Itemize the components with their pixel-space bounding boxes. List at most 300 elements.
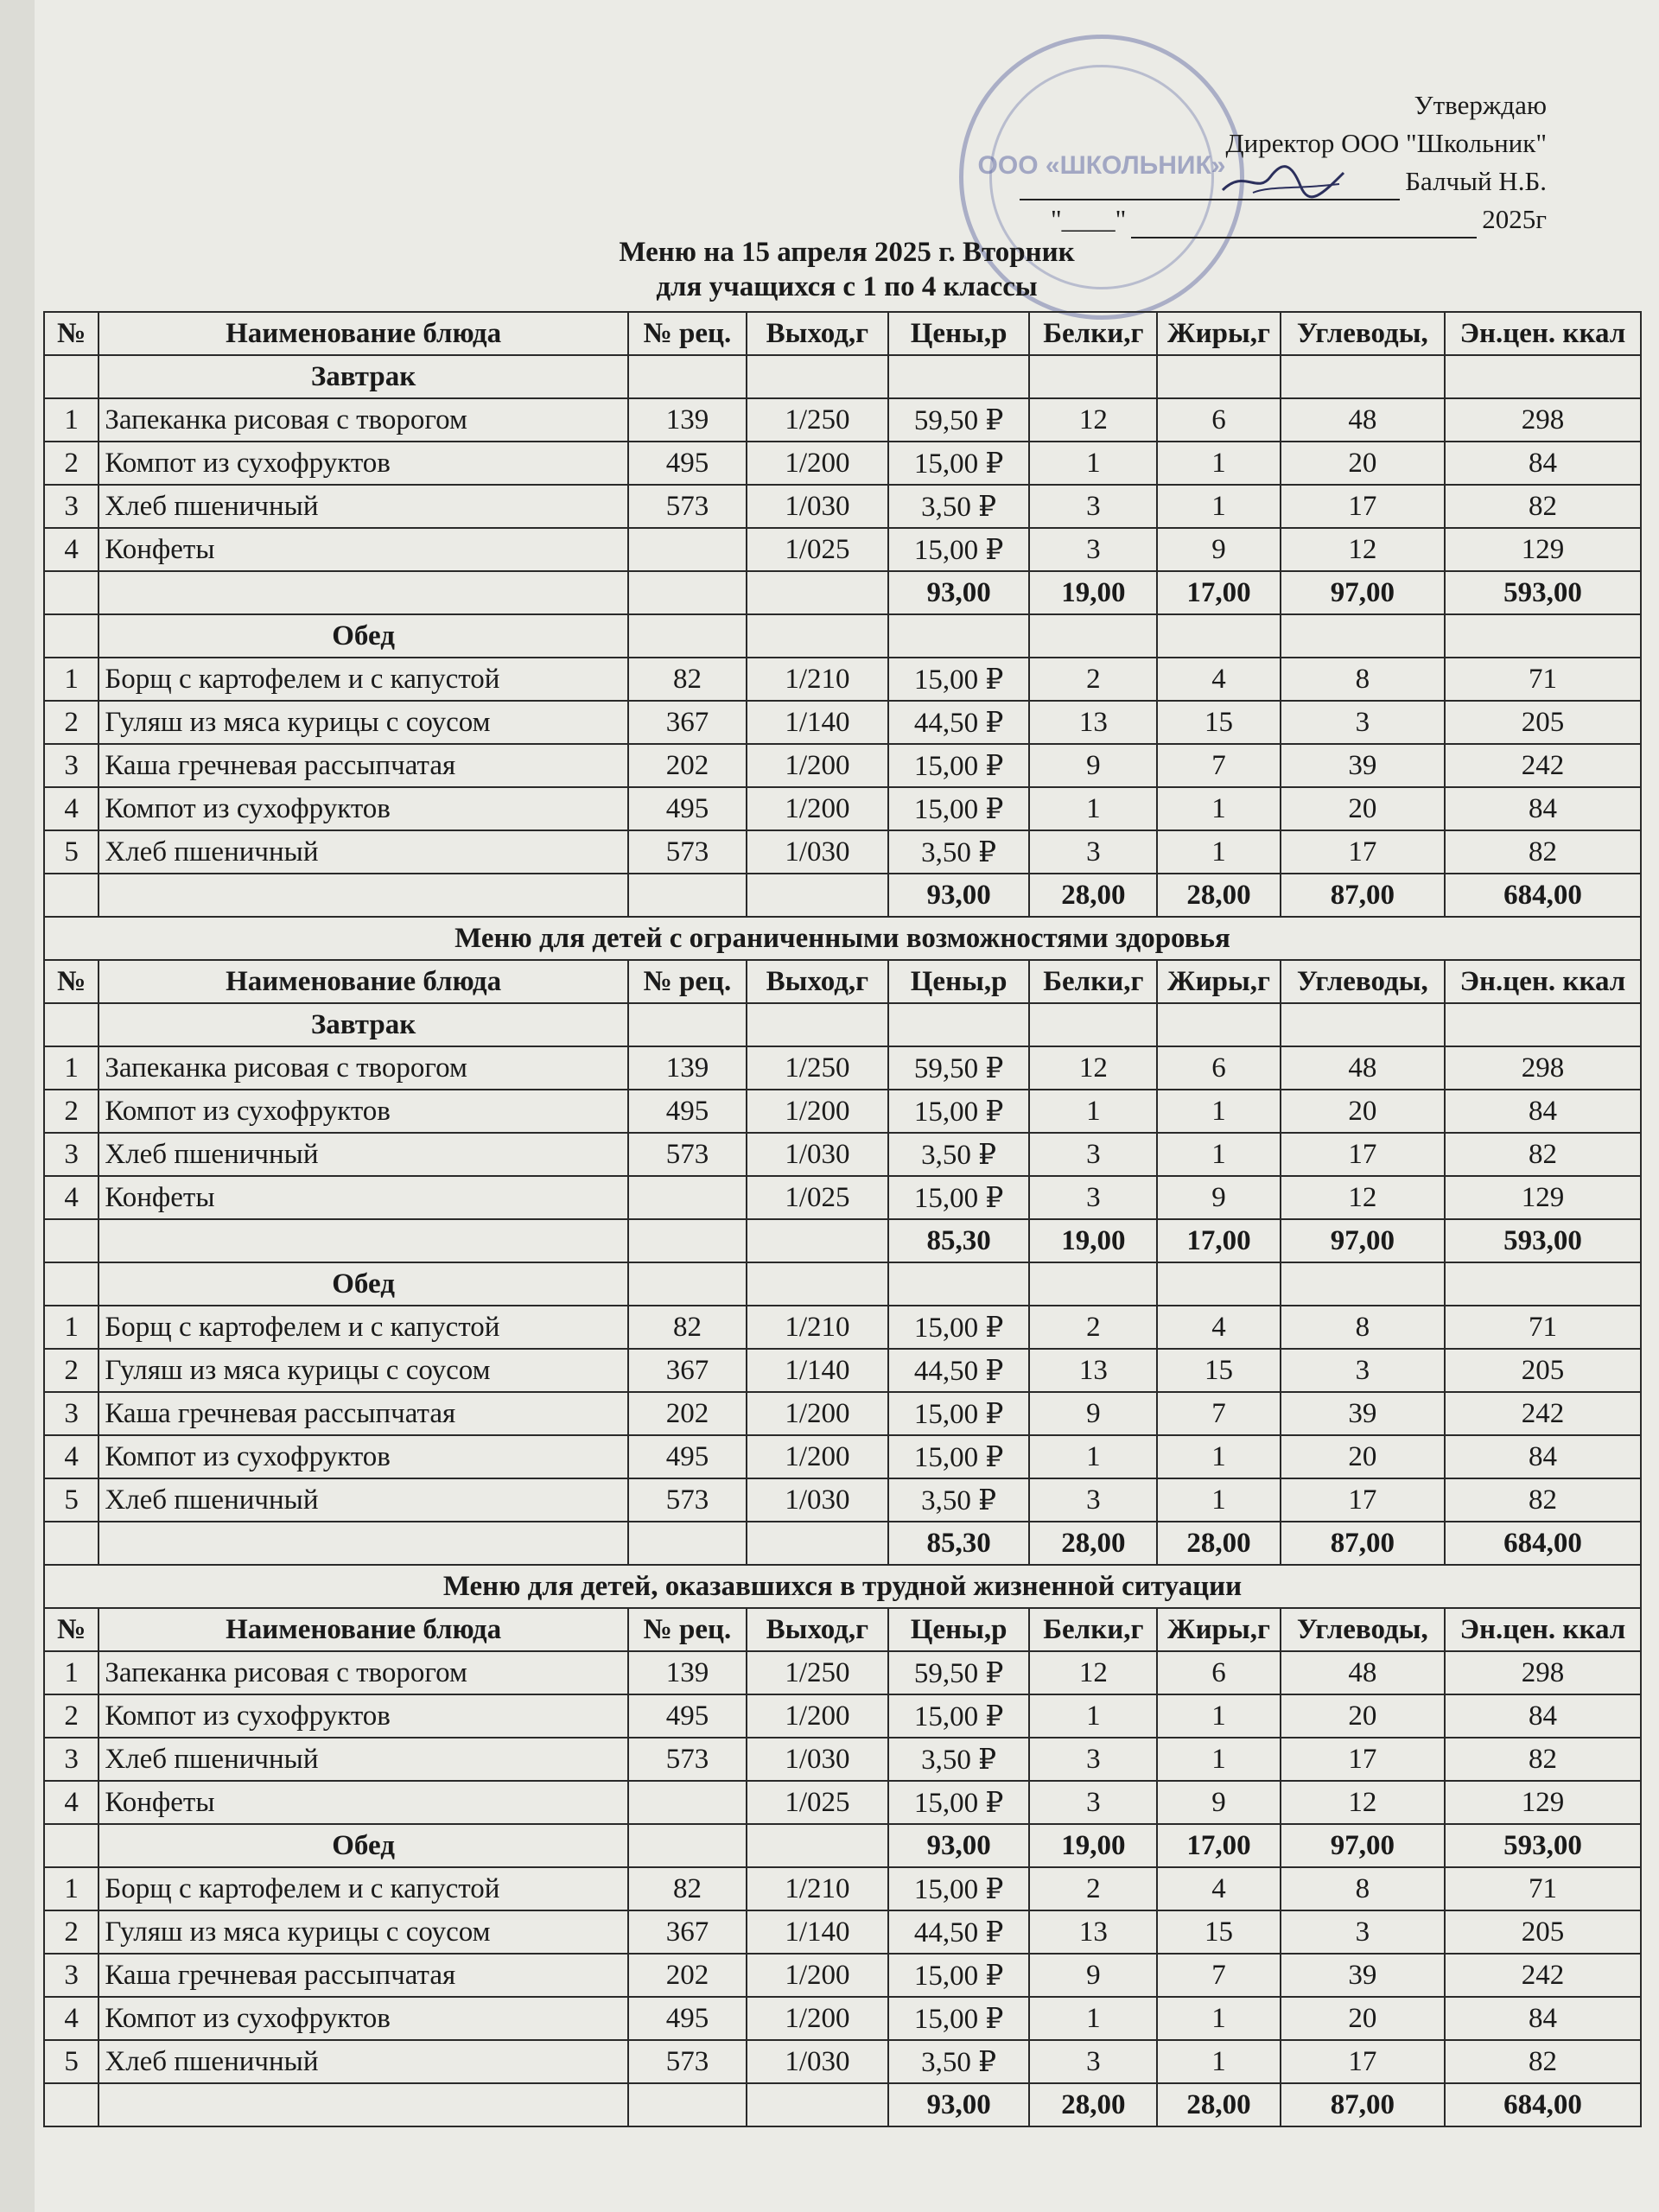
protein: 3: [1029, 528, 1157, 571]
empty-cell: [99, 2083, 627, 2126]
recipe-number: [628, 1781, 747, 1824]
energy: 71: [1445, 658, 1641, 701]
protein: 2: [1029, 1306, 1157, 1349]
dish-name: Гуляш из мяса курицы с соусом: [99, 701, 627, 744]
empty-cell: [44, 1219, 99, 1262]
price: 15,00 ₽: [888, 1435, 1030, 1478]
empty-cell: [1445, 614, 1641, 658]
empty-cell: [747, 571, 888, 614]
protein: 3: [1029, 485, 1157, 528]
portion: 1/210: [747, 1306, 888, 1349]
total-row: [44, 571, 1641, 614]
header-portion: Выход,г: [747, 1608, 888, 1651]
table-row: [44, 658, 1641, 701]
price: 15,00 ₽: [888, 1867, 1030, 1910]
table-row: [44, 1781, 1641, 1824]
protein: 9: [1029, 744, 1157, 787]
header-price: Цены,р: [888, 312, 1030, 355]
energy: 84: [1445, 1997, 1641, 2040]
table-row: [44, 1954, 1641, 1997]
portion: 1/200: [747, 1694, 888, 1738]
meal-label: Завтрак: [99, 355, 627, 398]
price: 3,50 ₽: [888, 1738, 1030, 1781]
total-protein: 19,00: [1029, 1824, 1157, 1867]
header-row-number: №: [44, 960, 99, 1003]
fat: 1: [1157, 442, 1281, 485]
price: 15,00 ₽: [888, 744, 1030, 787]
dish-name: Каша гречневая рассыпчатая: [99, 744, 627, 787]
carbs: 17: [1281, 1478, 1445, 1522]
total-carbs: 87,00: [1281, 2083, 1445, 2126]
table-row: [44, 787, 1641, 830]
table-row: [44, 1651, 1641, 1694]
price: 15,00 ₽: [888, 528, 1030, 571]
total-row: [44, 1219, 1641, 1262]
portion: 1/030: [747, 1478, 888, 1522]
portion: 1/200: [747, 1997, 888, 2040]
energy: 82: [1445, 2040, 1641, 2083]
empty-cell: [888, 1262, 1030, 1306]
recipe-number: 495: [628, 1090, 747, 1133]
header-carbs: Углеводы,: [1281, 960, 1445, 1003]
protein: 9: [1029, 1392, 1157, 1435]
price: 3,50 ₽: [888, 830, 1030, 874]
row-number: 4: [44, 1435, 99, 1478]
price: 59,50 ₽: [888, 398, 1030, 442]
header-fat: Жиры,г: [1157, 312, 1281, 355]
header-recipe-number: № рец.: [628, 1608, 747, 1651]
header-protein: Белки,г: [1029, 312, 1157, 355]
meal-label-row: [44, 614, 1641, 658]
portion: 1/210: [747, 1867, 888, 1910]
carbs: 12: [1281, 1176, 1445, 1219]
table-row: [44, 1392, 1641, 1435]
protein: 3: [1029, 1176, 1157, 1219]
row-number: 4: [44, 787, 99, 830]
date-blank: [1131, 200, 1477, 238]
empty-cell: [1029, 1003, 1157, 1046]
approval-director: Директор ООО "Школьник": [1225, 128, 1547, 158]
energy: 242: [1445, 1392, 1641, 1435]
energy: 71: [1445, 1306, 1641, 1349]
total-protein: 19,00: [1029, 571, 1157, 614]
section-banner: Меню для детей с ограниченными возможностями здоровья: [44, 917, 1641, 960]
empty-cell: [628, 1262, 747, 1306]
dish-name: Компот из сухофруктов: [99, 1435, 627, 1478]
empty-cell: [628, 1824, 747, 1867]
dish-name: Хлеб пшеничный: [99, 1738, 627, 1781]
price: 15,00 ₽: [888, 1694, 1030, 1738]
total-carbs: 97,00: [1281, 1219, 1445, 1262]
empty-cell: [747, 355, 888, 398]
carbs: 20: [1281, 1997, 1445, 2040]
recipe-number: 573: [628, 1133, 747, 1176]
approval-block: [925, 86, 1547, 238]
energy: 205: [1445, 1910, 1641, 1954]
portion: 1/200: [747, 744, 888, 787]
fat: 9: [1157, 1176, 1281, 1219]
fat: 1: [1157, 1997, 1281, 2040]
approval-date-quote: "____": [1050, 204, 1127, 234]
portion: 1/030: [747, 1133, 888, 1176]
carbs: 39: [1281, 1954, 1445, 1997]
table-header-row: [44, 312, 1641, 355]
empty-cell: [99, 874, 627, 917]
table-row: [44, 1910, 1641, 1954]
total-fat: 28,00: [1157, 874, 1281, 917]
total-carbs: 87,00: [1281, 874, 1445, 917]
recipe-number: 367: [628, 1910, 747, 1954]
total-carbs: 87,00: [1281, 1522, 1445, 1565]
row-number: 1: [44, 1306, 99, 1349]
protein: 1: [1029, 787, 1157, 830]
empty-cell: [747, 614, 888, 658]
empty-cell: [747, 874, 888, 917]
dish-name: Компот из сухофруктов: [99, 1090, 627, 1133]
recipe-number: 202: [628, 744, 747, 787]
fat: 7: [1157, 1392, 1281, 1435]
empty-cell: [1157, 614, 1281, 658]
price: 44,50 ₽: [888, 1910, 1030, 1954]
recipe-number: 495: [628, 787, 747, 830]
total-price: 93,00: [888, 2083, 1030, 2126]
carbs: 39: [1281, 744, 1445, 787]
total-protein: 28,00: [1029, 1522, 1157, 1565]
menu-table-body: [44, 312, 1641, 2126]
dish-name: Компот из сухофруктов: [99, 442, 627, 485]
dish-name: Борщ с картофелем и с капустой: [99, 1306, 627, 1349]
fat: 1: [1157, 1738, 1281, 1781]
carbs: 3: [1281, 1349, 1445, 1392]
protein: 3: [1029, 1478, 1157, 1522]
portion: 1/200: [747, 1954, 888, 1997]
carbs: 48: [1281, 1651, 1445, 1694]
portion: 1/140: [747, 701, 888, 744]
table-header-row: [44, 1608, 1641, 1651]
header-fat: Жиры,г: [1157, 1608, 1281, 1651]
meal-label-spacer: [44, 1262, 99, 1306]
recipe-number: 139: [628, 1046, 747, 1090]
empty-cell: [99, 1219, 627, 1262]
price: 3,50 ₽: [888, 1133, 1030, 1176]
row-number: 4: [44, 1781, 99, 1824]
table-row: [44, 1435, 1641, 1478]
total-energy: 684,00: [1445, 2083, 1641, 2126]
table-row: [44, 701, 1641, 744]
price: 44,50 ₽: [888, 1349, 1030, 1392]
dish-name: Запеканка рисовая с творогом: [99, 1651, 627, 1694]
empty-cell: [628, 1003, 747, 1046]
carbs: 48: [1281, 1046, 1445, 1090]
total-carbs: 97,00: [1281, 1824, 1445, 1867]
row-number: 2: [44, 1090, 99, 1133]
empty-cell: [888, 355, 1030, 398]
empty-cell: [628, 1522, 747, 1565]
total-price: 85,30: [888, 1219, 1030, 1262]
fat: 1: [1157, 1478, 1281, 1522]
total-protein: 28,00: [1029, 2083, 1157, 2126]
fat: 1: [1157, 2040, 1281, 2083]
meal-label-spacer: [44, 355, 99, 398]
carbs: 3: [1281, 701, 1445, 744]
empty-cell: [628, 1219, 747, 1262]
protein: 2: [1029, 1867, 1157, 1910]
table-row: [44, 1867, 1641, 1910]
portion: 1/200: [747, 787, 888, 830]
energy: 205: [1445, 701, 1641, 744]
row-number: 1: [44, 1046, 99, 1090]
fat: 7: [1157, 744, 1281, 787]
total-price: 93,00: [888, 571, 1030, 614]
total-energy: 684,00: [1445, 1522, 1641, 1565]
protein: 3: [1029, 2040, 1157, 2083]
dish-name: Хлеб пшеничный: [99, 485, 627, 528]
recipe-number: 139: [628, 1651, 747, 1694]
meal-label: Обед: [99, 614, 627, 658]
recipe-number: 573: [628, 1478, 747, 1522]
empty-cell: [44, 874, 99, 917]
fat: 1: [1157, 1435, 1281, 1478]
energy: 298: [1445, 1046, 1641, 1090]
price: 3,50 ₽: [888, 1478, 1030, 1522]
header-energy: Эн.цен. ккал: [1445, 1608, 1641, 1651]
row-number: 2: [44, 701, 99, 744]
menu-title-line1: Меню на 15 апреля 2025 г. Вторник: [619, 237, 1075, 268]
approval-signer: Балчый Н.Б.: [1405, 166, 1547, 196]
total-carbs: 97,00: [1281, 571, 1445, 614]
price: 44,50 ₽: [888, 701, 1030, 744]
portion: 1/200: [747, 442, 888, 485]
fat: 6: [1157, 398, 1281, 442]
portion: 1/140: [747, 1910, 888, 1954]
protein: 1: [1029, 1090, 1157, 1133]
row-number: 3: [44, 1392, 99, 1435]
fat: 4: [1157, 658, 1281, 701]
header-protein: Белки,г: [1029, 960, 1157, 1003]
energy: 82: [1445, 1133, 1641, 1176]
row-number: 2: [44, 442, 99, 485]
fat: 4: [1157, 1867, 1281, 1910]
empty-cell: [1445, 355, 1641, 398]
empty-cell: [1281, 1262, 1445, 1306]
total-price: 93,00: [888, 1824, 1030, 1867]
energy: 71: [1445, 1867, 1641, 1910]
total-fat: 28,00: [1157, 1522, 1281, 1565]
protein: 9: [1029, 1954, 1157, 1997]
header-dish-name: Наименование блюда: [99, 1608, 627, 1651]
row-number: 3: [44, 744, 99, 787]
table-row: [44, 830, 1641, 874]
row-number: 3: [44, 1954, 99, 1997]
fat: 1: [1157, 485, 1281, 528]
dish-name: Гуляш из мяса курицы с соусом: [99, 1910, 627, 1954]
recipe-number: [628, 1176, 747, 1219]
table-row: [44, 1176, 1641, 1219]
recipe-number: 82: [628, 658, 747, 701]
header-energy: Эн.цен. ккал: [1445, 312, 1641, 355]
empty-cell: [1029, 614, 1157, 658]
total-fat: 17,00: [1157, 1219, 1281, 1262]
row-number: 1: [44, 1867, 99, 1910]
empty-cell: [1445, 1262, 1641, 1306]
menu-title: [35, 235, 1659, 304]
meal-label-row: [44, 1003, 1641, 1046]
row-number: 5: [44, 2040, 99, 2083]
energy: 129: [1445, 528, 1641, 571]
header-dish-name: Наименование блюда: [99, 312, 627, 355]
energy: 129: [1445, 1176, 1641, 1219]
portion: 1/025: [747, 528, 888, 571]
total-energy: 684,00: [1445, 874, 1641, 917]
dish-name: Компот из сухофруктов: [99, 787, 627, 830]
row-number: 2: [44, 1349, 99, 1392]
fat: 1: [1157, 830, 1281, 874]
fat: 1: [1157, 1694, 1281, 1738]
price: 59,50 ₽: [888, 1046, 1030, 1090]
dish-name: Хлеб пшеничный: [99, 1478, 627, 1522]
meal-label-row: [44, 1824, 1641, 1867]
empty-cell: [747, 1522, 888, 1565]
total-row: [44, 1522, 1641, 1565]
price: 15,00 ₽: [888, 658, 1030, 701]
empty-cell: [99, 571, 627, 614]
protein: 1: [1029, 1694, 1157, 1738]
carbs: 17: [1281, 485, 1445, 528]
dish-name: Конфеты: [99, 1781, 627, 1824]
price: 15,00 ₽: [888, 1306, 1030, 1349]
protein: 13: [1029, 1910, 1157, 1954]
total-energy: 593,00: [1445, 1219, 1641, 1262]
recipe-number: 495: [628, 1694, 747, 1738]
empty-cell: [888, 614, 1030, 658]
menu-table: [43, 311, 1642, 2127]
carbs: 48: [1281, 398, 1445, 442]
total-fat: 17,00: [1157, 1824, 1281, 1867]
empty-cell: [747, 1219, 888, 1262]
energy: 84: [1445, 442, 1641, 485]
meal-label: Обед: [99, 1262, 627, 1306]
portion: 1/030: [747, 2040, 888, 2083]
meal-label-row: [44, 355, 1641, 398]
price: 15,00 ₽: [888, 1176, 1030, 1219]
total-protein: 19,00: [1029, 1219, 1157, 1262]
protein: 3: [1029, 830, 1157, 874]
price: 15,00 ₽: [888, 1392, 1030, 1435]
protein: 3: [1029, 1781, 1157, 1824]
row-number: 3: [44, 485, 99, 528]
protein: 13: [1029, 1349, 1157, 1392]
empty-cell: [99, 1522, 627, 1565]
empty-cell: [44, 2083, 99, 2126]
row-number: 4: [44, 528, 99, 571]
protein: 1: [1029, 1435, 1157, 1478]
table-row: [44, 744, 1641, 787]
header-row-number: №: [44, 312, 99, 355]
empty-cell: [888, 1003, 1030, 1046]
table-row: [44, 1306, 1641, 1349]
row-number: 5: [44, 1478, 99, 1522]
protein: 12: [1029, 1046, 1157, 1090]
meal-label: Обед: [99, 1824, 627, 1867]
dish-name: Каша гречневая рассыпчатая: [99, 1392, 627, 1435]
table-row: [44, 442, 1641, 485]
header-carbs: Углеводы,: [1281, 312, 1445, 355]
carbs: 3: [1281, 1910, 1445, 1954]
row-number: 3: [44, 1133, 99, 1176]
header-portion: Выход,г: [747, 312, 888, 355]
header-recipe-number: № рец.: [628, 312, 747, 355]
energy: 84: [1445, 1435, 1641, 1478]
empty-cell: [1281, 1003, 1445, 1046]
total-fat: 17,00: [1157, 571, 1281, 614]
protein: 12: [1029, 1651, 1157, 1694]
recipe-number: 202: [628, 1954, 747, 1997]
portion: 1/200: [747, 1435, 888, 1478]
meal-label: Завтрак: [99, 1003, 627, 1046]
dish-name: Компот из сухофруктов: [99, 1997, 627, 2040]
energy: 298: [1445, 1651, 1641, 1694]
total-row: [44, 874, 1641, 917]
energy: 82: [1445, 485, 1641, 528]
portion: 1/250: [747, 398, 888, 442]
energy: 82: [1445, 830, 1641, 874]
table-row: [44, 2040, 1641, 2083]
carbs: 20: [1281, 1435, 1445, 1478]
price: 15,00 ₽: [888, 442, 1030, 485]
portion: 1/025: [747, 1781, 888, 1824]
recipe-number: 573: [628, 2040, 747, 2083]
energy: 82: [1445, 1478, 1641, 1522]
fat: 7: [1157, 1954, 1281, 1997]
header-energy: Эн.цен. ккал: [1445, 960, 1641, 1003]
portion: 1/030: [747, 485, 888, 528]
recipe-number: [628, 528, 747, 571]
protein: 1: [1029, 442, 1157, 485]
dish-name: Конфеты: [99, 528, 627, 571]
row-number: 1: [44, 1651, 99, 1694]
dish-name: Конфеты: [99, 1176, 627, 1219]
protein: 1: [1029, 1997, 1157, 2040]
total-energy: 593,00: [1445, 571, 1641, 614]
row-number: 4: [44, 1997, 99, 2040]
header-fat: Жиры,г: [1157, 960, 1281, 1003]
section-banner: Меню для детей, оказавшихся в трудной жизненной ситуации: [44, 1565, 1641, 1608]
energy: 82: [1445, 1738, 1641, 1781]
recipe-number: 367: [628, 701, 747, 744]
empty-cell: [1029, 355, 1157, 398]
table-row: [44, 485, 1641, 528]
recipe-number: 495: [628, 1997, 747, 2040]
energy: 84: [1445, 787, 1641, 830]
price: 15,00 ₽: [888, 787, 1030, 830]
total-energy: 593,00: [1445, 1824, 1641, 1867]
energy: 242: [1445, 744, 1641, 787]
carbs: 20: [1281, 442, 1445, 485]
dish-name: Хлеб пшеничный: [99, 1133, 627, 1176]
price: 15,00 ₽: [888, 1954, 1030, 1997]
energy: 84: [1445, 1090, 1641, 1133]
dish-name: Запеканка рисовая с творогом: [99, 1046, 627, 1090]
empty-cell: [1157, 355, 1281, 398]
carbs: 12: [1281, 1781, 1445, 1824]
header-portion: Выход,г: [747, 960, 888, 1003]
meal-label-spacer: [44, 614, 99, 658]
portion: 1/030: [747, 830, 888, 874]
table-row: [44, 1694, 1641, 1738]
price: 59,50 ₽: [888, 1651, 1030, 1694]
recipe-number: 139: [628, 398, 747, 442]
carbs: 17: [1281, 2040, 1445, 2083]
